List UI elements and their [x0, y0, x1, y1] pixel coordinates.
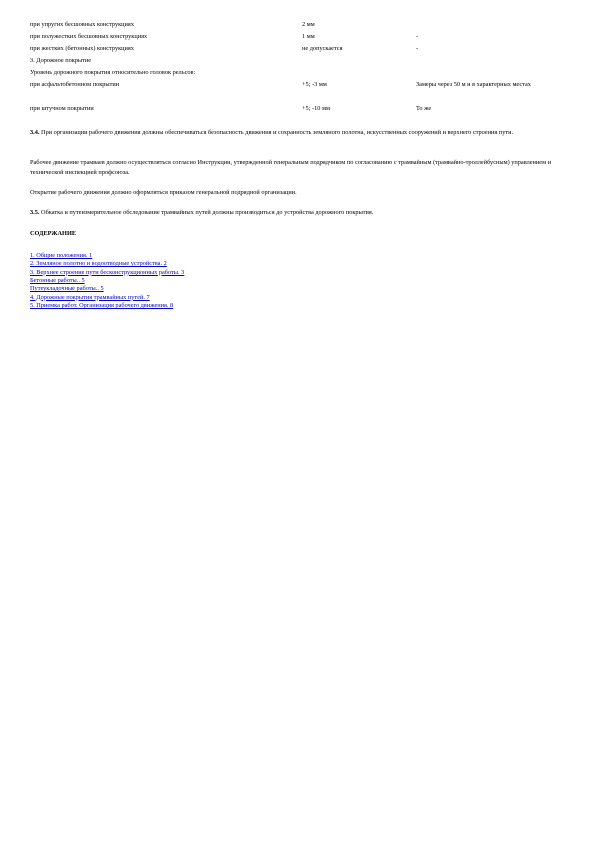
table-row — [30, 68, 575, 80]
table-cell-parameter: при штучном покрытии — [30, 105, 94, 112]
table-section-heading: 3. Дорожное покрытие — [30, 57, 92, 64]
table-cell-parameter: при упругих бесшовных конструкциях — [30, 21, 134, 28]
table-row — [30, 20, 575, 32]
clause-text: Обкатка и путеизмерительное обследование трамвайных путей должны производиться до устройства дорожного покрытия. — [39, 209, 374, 216]
contents-link[interactable]: 5. Приемка работ. Организация рабочего движения. 8 — [30, 302, 174, 310]
paragraph-3-4 — [30, 128, 570, 138]
clause-text: При организации рабочего движения должны обеспечиваться безопасность движения и сохранность земляного полотна, искусственных сооружений и верхнего строения пути. — [39, 129, 514, 136]
contents-link[interactable]: 3. Верхнее строение пути бесконструкционных работы. 3 — [30, 268, 185, 276]
table-row — [30, 44, 575, 56]
contents-link[interactable]: Путеукладочные работы.. 5 — [30, 285, 104, 293]
table-cell-control: - — [416, 33, 419, 40]
table-cell-tolerance: +5; -3 мм — [302, 81, 327, 88]
table-row — [30, 32, 575, 44]
table-cell-tolerance: 1 мм — [302, 33, 315, 40]
contents-link[interactable]: 4. Дорожные покрытия трамвайных путей. 7 — [30, 293, 150, 301]
table-row — [30, 104, 575, 116]
paragraph-working-traffic: Рабочее движение трамваев должно осуществляться согласно Инструкции, утвержденной генеральным подрядчиком по согласованию с трамвайным (трамвайно-троллейбусным) управлением и технической инспекцией профсоюза. — [30, 159, 552, 176]
paragraph-3-5 — [30, 208, 570, 218]
table-cell-tolerance: не допускается — [302, 45, 343, 52]
table-cell-control: Замеры через 50 м и в характерных местах — [416, 81, 531, 88]
tolerance-table — [30, 20, 575, 116]
contents-list — [30, 252, 184, 311]
table-cell-parameter: при полужестких бесшовных конструкциях — [30, 33, 148, 40]
table-cell-parameter: Уровень дорожного покрытия относительно головок рельсов: — [30, 69, 196, 76]
table-cell-parameter: при асфальтобетонном покрытии — [30, 81, 120, 88]
table-row — [30, 56, 575, 68]
table-cell-tolerance: 2 мм — [302, 21, 315, 28]
contents-title: СОДЕРЖАНИЕ — [30, 230, 77, 237]
table-cell-parameter: при жестких (бетонных) конструкциях — [30, 45, 134, 52]
paragraph-opening-order: Открытие рабочего движения должно оформляться приказом генеральной подрядной организации. — [30, 189, 297, 196]
table-cell-tolerance: +5; -10 мм — [302, 105, 330, 112]
table-cell-control: - — [416, 45, 419, 52]
clause-number: 3.5. — [30, 209, 40, 216]
contents-link[interactable]: 2. Земляное полотно и водоотводные устройства. 2 — [30, 260, 167, 268]
table-row — [30, 80, 575, 104]
clause-number: 3.4. — [30, 129, 40, 136]
table-cell-control: То же — [416, 105, 432, 112]
contents-link[interactable]: 1. Общие положения. 1 — [30, 252, 93, 259]
contents-link[interactable]: Бетонные работы.. 5 — [30, 277, 85, 285]
